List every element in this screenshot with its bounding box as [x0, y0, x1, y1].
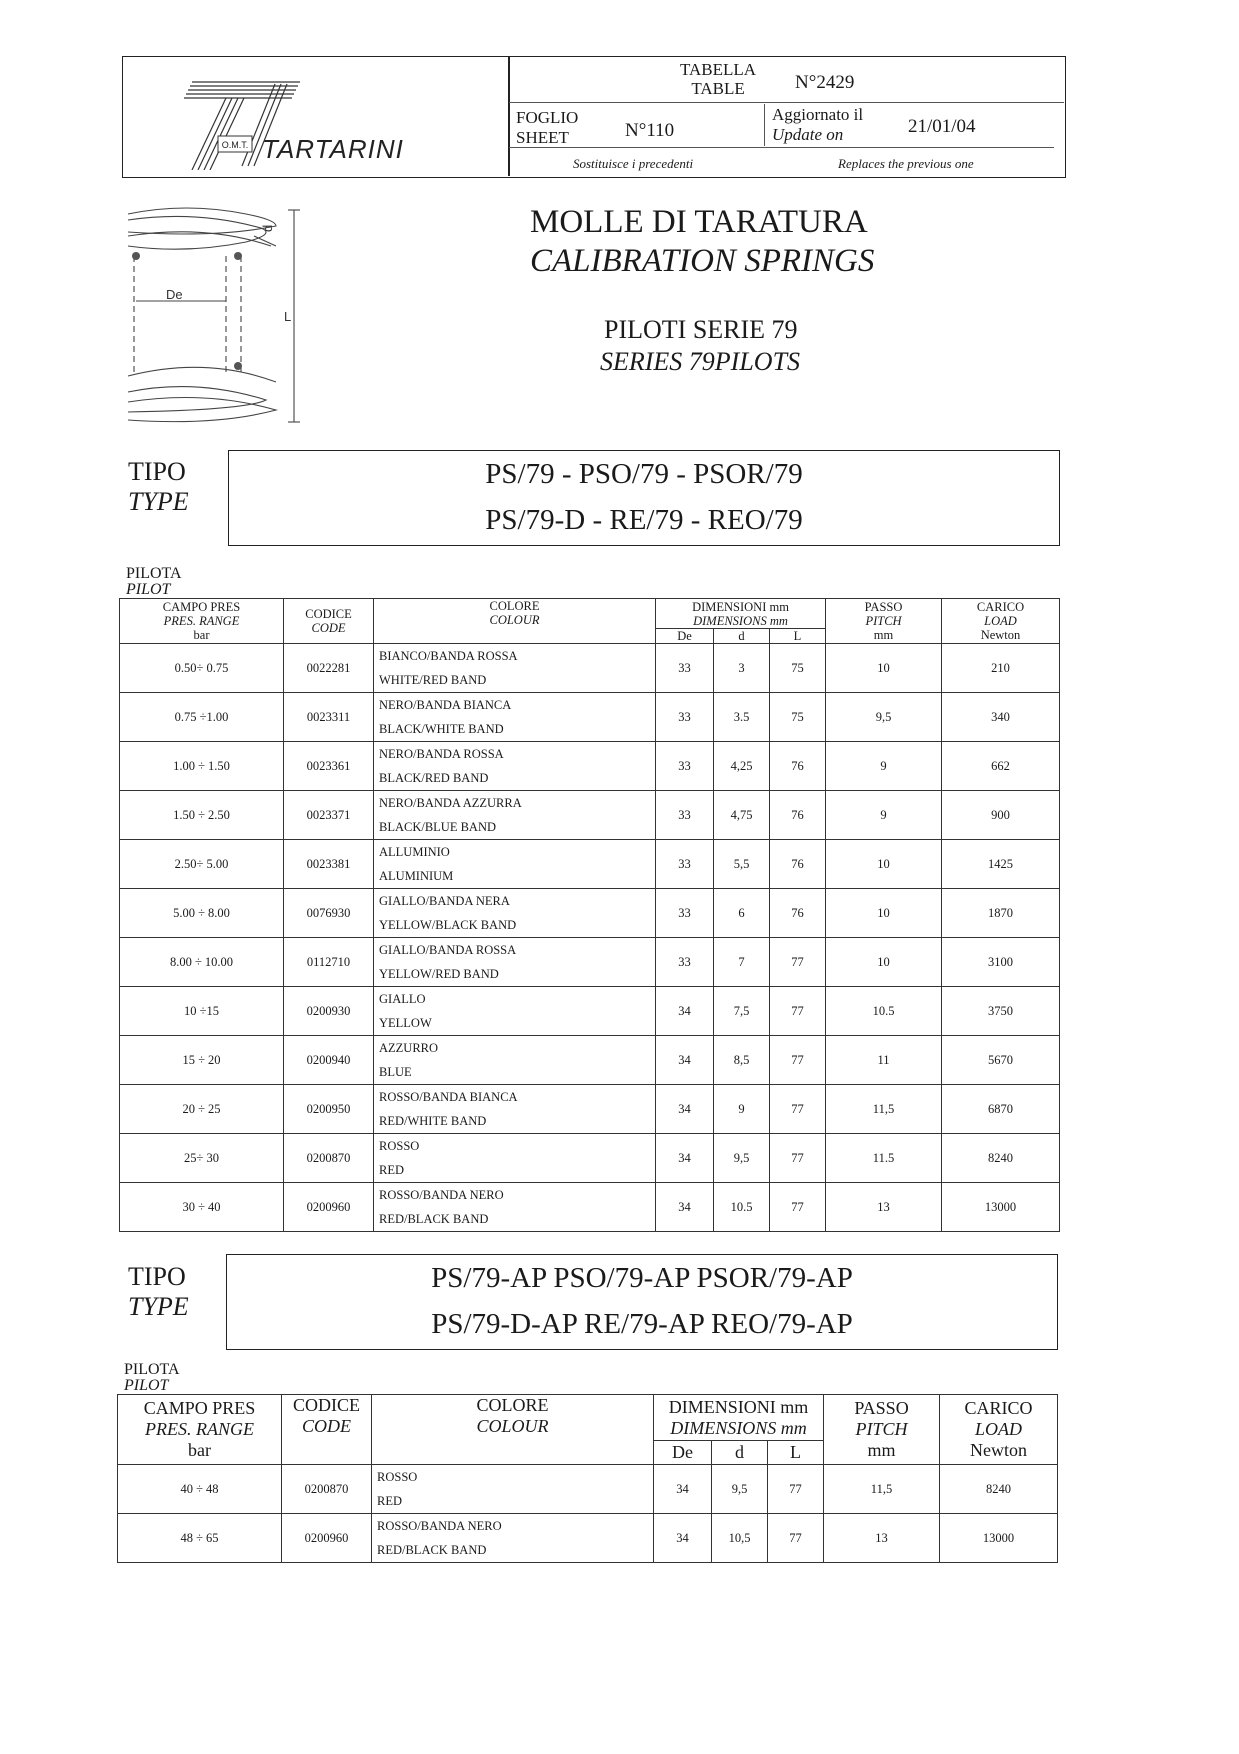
cell-range: 48 ÷ 65 [118, 1514, 282, 1563]
cell-pitch: 11,5 [824, 1465, 940, 1514]
col-code-header: CODICE CODE [284, 599, 374, 644]
colour-english: BLACK/BLUE BAND [379, 820, 497, 834]
table-row [120, 938, 1060, 987]
cell-d: 6 [714, 889, 770, 938]
types-line-2: PS/79-D-AP RE/79-AP REO/79-AP [431, 1308, 853, 1340]
cell-code: 0076930 [284, 889, 374, 938]
update-label: Aggiornato il Update on [772, 105, 864, 144]
table-row [120, 1183, 1060, 1232]
cell-load: 3750 [942, 987, 1060, 1036]
cell-pitch: 9 [826, 791, 942, 840]
cell-l: 77 [770, 1183, 826, 1232]
cell-range: 25÷ 30 [120, 1134, 284, 1183]
cell-d: 5,5 [714, 840, 770, 889]
cell-de: 33 [656, 938, 714, 987]
types-line-1: PS/79 - PSO/79 - PSOR/79 [485, 458, 803, 490]
colour-english: RED [377, 1494, 402, 1508]
cell-de: 34 [654, 1465, 712, 1514]
cell-code: 0023381 [284, 840, 374, 889]
cell-range: 30 ÷ 40 [120, 1183, 284, 1232]
cell-d: 7,5 [714, 987, 770, 1036]
title-italian: MOLLE DI TARATURA [530, 204, 868, 240]
cell-l: 76 [770, 791, 826, 840]
cell-d: 7 [714, 938, 770, 987]
types-line-1: PS/79-AP PSO/79-AP PSOR/79-AP [431, 1262, 853, 1294]
cell-de: 33 [656, 644, 714, 693]
colour-english: BLACK/RED BAND [379, 771, 489, 785]
col-load-header: CARICO LOAD Newton [942, 599, 1060, 644]
cell-load: 210 [942, 644, 1060, 693]
colour-english: WHITE/RED BAND [379, 673, 487, 687]
cell-code: 0023311 [284, 693, 374, 742]
colour-english: YELLOW/BLACK BAND [379, 918, 517, 932]
table-row [120, 1134, 1060, 1183]
colour-italian: BIANCO/BANDA ROSSA [379, 649, 518, 663]
colour-italian: AZZURRO [379, 1041, 439, 1055]
col-dimensions-header: DIMENSIONI mm DIMENSIONS mm [656, 599, 826, 629]
cell-range: 40 ÷ 48 [118, 1465, 282, 1514]
supersedes-note-en: Replaces the previous one [838, 156, 974, 171]
cell-colour [374, 889, 656, 938]
table-row [118, 1465, 1058, 1514]
cell-d: 4,75 [714, 791, 770, 840]
cell-colour [374, 1085, 656, 1134]
label-de: De [166, 287, 183, 302]
colour-italian: NERO/BANDA AZZURRA [379, 796, 522, 810]
cell-range: 10 ÷15 [120, 987, 284, 1036]
col-pitch-header: PASSO PITCH mm [824, 1395, 940, 1465]
cell-l: 77 [770, 1085, 826, 1134]
cell-d: 10.5 [714, 1183, 770, 1232]
cell-pitch: 13 [826, 1183, 942, 1232]
header-rule-2 [509, 147, 1054, 148]
cell-code: 0200950 [284, 1085, 374, 1134]
cell-colour [374, 693, 656, 742]
colour-english: BLUE [379, 1065, 412, 1079]
cell-de: 34 [656, 987, 714, 1036]
cell-pitch: 9,5 [826, 693, 942, 742]
colour-italian: ROSSO/BANDA NERO [379, 1188, 504, 1202]
cell-d: 3 [714, 644, 770, 693]
cell-l: 76 [770, 840, 826, 889]
cell-l: 75 [770, 693, 826, 742]
colour-italian: GIALLO/BANDA ROSSA [379, 943, 517, 957]
cell-range: 5.00 ÷ 8.00 [120, 889, 284, 938]
cell-de: 34 [656, 1085, 714, 1134]
colour-italian: GIALLO [379, 992, 426, 1006]
cell-l: 77 [770, 987, 826, 1036]
cell-pitch: 10 [826, 840, 942, 889]
col-code-header: CODICE CODE [282, 1395, 372, 1465]
cell-colour [374, 938, 656, 987]
cell-load: 13000 [942, 1183, 1060, 1232]
colour-italian: ROSSO [379, 1139, 420, 1153]
type-box-1 [228, 450, 1060, 546]
cell-colour [374, 987, 656, 1036]
colour-english: RED/WHITE BAND [379, 1114, 487, 1128]
spring-table-1 [119, 598, 1060, 1232]
cell-l: 77 [768, 1465, 824, 1514]
colour-english: YELLOW/RED BAND [379, 967, 499, 981]
title-english: CALIBRATION SPRINGS [530, 243, 875, 279]
pilot-label-1: PILOTA PILOT [126, 565, 182, 598]
col-d-header: d [714, 629, 770, 644]
col-l-header: L [770, 629, 826, 644]
cell-pitch: 11,5 [826, 1085, 942, 1134]
cell-range: 0.50÷ 0.75 [120, 644, 284, 693]
colour-english: RED/BLACK BAND [379, 1212, 489, 1226]
cell-pitch: 11.5 [826, 1134, 942, 1183]
cell-range: 8.00 ÷ 10.00 [120, 938, 284, 987]
cell-load: 13000 [940, 1514, 1058, 1563]
cell-code: 0023371 [284, 791, 374, 840]
col-range-header: CAMPO PRES PRES. RANGE bar [118, 1395, 282, 1465]
sheet-number: N°110 [625, 120, 675, 141]
table-row [120, 1085, 1060, 1134]
colour-english: RED/BLACK BAND [377, 1543, 487, 1557]
logo-initials: O.M.T. [221, 140, 249, 150]
cell-pitch: 10 [826, 938, 942, 987]
cell-de: 33 [656, 742, 714, 791]
table-number: N°2429 [795, 72, 855, 93]
table-row [120, 987, 1060, 1036]
colour-english: ALUMINIUM [379, 869, 454, 883]
cell-d: 9,5 [714, 1134, 770, 1183]
colour-italian: GIALLO/BANDA NERA [379, 894, 510, 908]
cell-d: 8,5 [714, 1036, 770, 1085]
cell-de: 33 [656, 693, 714, 742]
cell-code: 0022281 [284, 644, 374, 693]
cell-colour [374, 791, 656, 840]
cell-l: 76 [770, 889, 826, 938]
cell-pitch: 10 [826, 889, 942, 938]
col-l-header: L [768, 1441, 824, 1465]
cell-range: 20 ÷ 25 [120, 1085, 284, 1134]
label-l: L [284, 309, 292, 324]
table-row [118, 1514, 1058, 1563]
colour-english: YELLOW [379, 1016, 432, 1030]
table-label: TABELLA TABLE [680, 60, 757, 98]
cell-code: 0200960 [282, 1514, 372, 1563]
series-english: SERIES 79PILOTS [600, 347, 801, 376]
cell-range: 0.75 ÷1.00 [120, 693, 284, 742]
types-line-2: PS/79-D - RE/79 - REO/79 [485, 504, 803, 536]
col-pitch-header: PASSO PITCH mm [826, 599, 942, 644]
type-label-2: TIPO TYPE [128, 1262, 189, 1321]
cell-colour [374, 644, 656, 693]
colour-italian: NERO/BANDA ROSSA [379, 747, 504, 761]
col-colour-header: COLORE COLOUR [372, 1395, 654, 1465]
cell-pitch: 10 [826, 644, 942, 693]
col-range-header: CAMPO PRES PRES. RANGE bar [120, 599, 284, 644]
label-d: d [260, 224, 275, 232]
cell-de: 34 [654, 1514, 712, 1563]
spring-table-2 [117, 1394, 1058, 1563]
colour-italian: ALLUMINIO [379, 845, 450, 859]
colour-italian: ROSSO [377, 1470, 418, 1484]
colour-italian: ROSSO/BANDA BIANCA [379, 1090, 518, 1104]
table-row [120, 693, 1060, 742]
colour-english: BLACK/WHITE BAND [379, 722, 504, 736]
cell-pitch: 11 [826, 1036, 942, 1085]
cell-d: 10,5 [712, 1514, 768, 1563]
cell-range: 15 ÷ 20 [120, 1036, 284, 1085]
table-row [120, 889, 1060, 938]
colour-italian: NERO/BANDA BIANCA [379, 698, 512, 712]
cell-de: 33 [656, 840, 714, 889]
series-italian: PILOTI SERIE 79 [604, 315, 798, 344]
cell-pitch: 9 [826, 742, 942, 791]
cell-d: 9 [714, 1085, 770, 1134]
cell-load: 6870 [942, 1085, 1060, 1134]
brand-name: TARTARINI [262, 134, 404, 164]
cell-load: 340 [942, 693, 1060, 742]
type-label-1: TIPO TYPE [128, 457, 189, 516]
cell-range: 1.50 ÷ 2.50 [120, 791, 284, 840]
cell-l: 77 [770, 1036, 826, 1085]
header-divider [508, 56, 510, 176]
cell-colour [374, 1183, 656, 1232]
table-row [120, 742, 1060, 791]
cell-d: 3.5 [714, 693, 770, 742]
cell-d: 9,5 [712, 1465, 768, 1514]
col-de-header: De [656, 629, 714, 644]
cell-de: 34 [656, 1036, 714, 1085]
cell-de: 34 [656, 1183, 714, 1232]
cell-load: 900 [942, 791, 1060, 840]
cell-range: 2.50÷ 5.00 [120, 840, 284, 889]
cell-load: 8240 [942, 1134, 1060, 1183]
cell-load: 8240 [940, 1465, 1058, 1514]
col-de-header: De [654, 1441, 712, 1465]
supersedes-note-it: Sostituisce i precedenti [573, 156, 694, 171]
cell-code: 0112710 [284, 938, 374, 987]
header-cell-divider [764, 104, 765, 146]
type-box-2 [226, 1254, 1058, 1350]
cell-l: 77 [770, 938, 826, 987]
table-row [120, 791, 1060, 840]
cell-d: 4,25 [714, 742, 770, 791]
table-row [120, 644, 1060, 693]
cell-l: 75 [770, 644, 826, 693]
cell-load: 1870 [942, 889, 1060, 938]
cell-de: 33 [656, 889, 714, 938]
cell-de: 33 [656, 791, 714, 840]
header-rule [509, 102, 1064, 103]
col-d-header: d [712, 1441, 768, 1465]
col-dimensions-header: DIMENSIONI mm DIMENSIONS mm [654, 1395, 824, 1441]
cell-l: 76 [770, 742, 826, 791]
cell-colour [374, 742, 656, 791]
spring-diagram-icon [126, 206, 326, 426]
cell-load: 3100 [942, 938, 1060, 987]
cell-code: 0023361 [284, 742, 374, 791]
pilot-label-2: PILOTA PILOT [124, 1361, 180, 1394]
cell-code: 0200940 [284, 1036, 374, 1085]
sheet-label: FOGLIO SHEET [516, 108, 579, 147]
cell-load: 5670 [942, 1036, 1060, 1085]
cell-load: 1425 [942, 840, 1060, 889]
cell-load: 662 [942, 742, 1060, 791]
cell-colour [374, 1036, 656, 1085]
cell-pitch: 10.5 [826, 987, 942, 1036]
col-load-header: CARICO LOAD Newton [940, 1395, 1058, 1465]
update-date: 21/01/04 [908, 116, 976, 137]
table-row [120, 840, 1060, 889]
cell-colour [372, 1465, 654, 1514]
cell-code: 0200870 [282, 1465, 372, 1514]
cell-code: 0200870 [284, 1134, 374, 1183]
table-row [120, 1036, 1060, 1085]
col-colour-header: COLORE COLOUR [374, 599, 656, 644]
cell-range: 1.00 ÷ 1.50 [120, 742, 284, 791]
cell-colour [374, 840, 656, 889]
colour-italian: ROSSO/BANDA NERO [377, 1519, 502, 1533]
cell-l: 77 [768, 1514, 824, 1563]
cell-pitch: 13 [824, 1514, 940, 1563]
cell-colour [374, 1134, 656, 1183]
cell-code: 0200960 [284, 1183, 374, 1232]
cell-colour [372, 1514, 654, 1563]
cell-code: 0200930 [284, 987, 374, 1036]
cell-de: 34 [656, 1134, 714, 1183]
cell-l: 77 [770, 1134, 826, 1183]
colour-english: RED [379, 1163, 404, 1177]
